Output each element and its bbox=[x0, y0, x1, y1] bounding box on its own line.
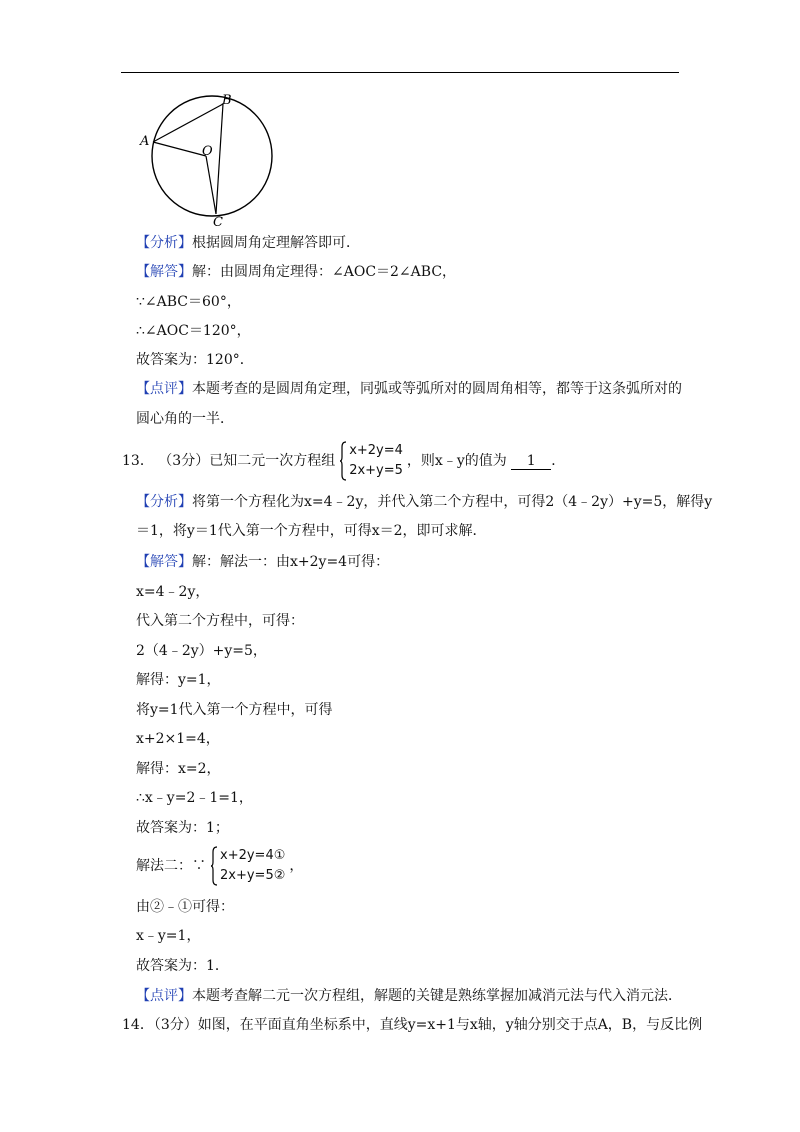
q13-analysis-2: ＝1，将y＝1代入第一个方程中，可得x＝2，即可求解． bbox=[136, 523, 487, 539]
analysis-text: 根据圆周角定理解答即可． bbox=[192, 235, 360, 251]
solution-line: 2（4﹣2y）+y=5， bbox=[136, 643, 267, 659]
q12-comment-2: 圆心角的一半． bbox=[136, 411, 234, 427]
q13-comment bbox=[136, 987, 682, 1005]
q12-comment bbox=[136, 380, 682, 398]
label-O: O bbox=[202, 144, 213, 159]
analysis-tag: 【分析】 bbox=[136, 235, 192, 251]
circle-figure bbox=[136, 92, 276, 227]
q13-score: （3分）已知二元一次方程组 bbox=[158, 453, 336, 469]
solution-line: 代入第二个方程中，可得： bbox=[136, 613, 304, 629]
answer-tag: 【解答】 bbox=[136, 264, 192, 280]
comment-tag: 【点评】 bbox=[136, 381, 192, 397]
solution-line: 解得：x=2， bbox=[136, 761, 221, 777]
comment-tag: 【点评】 bbox=[136, 988, 192, 1004]
solution-line: x=4﹣2y， bbox=[136, 584, 210, 600]
brace-icon bbox=[339, 441, 347, 481]
solution-line: 将y=1代入第一个方程中，可得 bbox=[136, 702, 333, 718]
q13-ask: ，则x﹣y的值为 bbox=[406, 453, 507, 469]
label-B: B bbox=[222, 93, 232, 108]
equation-2: 2x+y=5 bbox=[349, 463, 403, 478]
solution-line: 故答案为：1． bbox=[136, 958, 229, 974]
q12-analysis bbox=[136, 234, 360, 252]
q12-answer bbox=[136, 263, 456, 281]
answer-blank: 1 bbox=[511, 454, 551, 470]
method2-end: ， bbox=[289, 858, 304, 874]
method2 bbox=[136, 846, 303, 886]
solution-line: x﹣y=1， bbox=[136, 928, 201, 944]
q12-final: 故答案为：120°． bbox=[136, 352, 254, 368]
q12-step2: ∴∠AOC＝120°， bbox=[136, 323, 251, 339]
equation-1: x+2y=4 bbox=[349, 443, 403, 458]
comment-text-1: 本题考查的是圆周角定理，同弧或等弧所对的圆周角相等，都等于这条弧所对的 bbox=[192, 381, 682, 397]
q13-number: 13． bbox=[122, 453, 154, 469]
equation-system-2 bbox=[210, 846, 285, 886]
q12-step1: ∵∠ABC＝60°， bbox=[136, 294, 241, 310]
analysis-text-1: 将第一个方程化为x=4﹣2y，并代入第二个方程中，可得2（4﹣2y）+y=5，解得y bbox=[192, 494, 713, 510]
equation-2: 2x+y=5② bbox=[220, 868, 286, 883]
method1-intro: 解：解法一：由x+2y=4可得： bbox=[192, 554, 390, 570]
q13-question bbox=[122, 441, 565, 481]
solution-line: 故答案为：1； bbox=[136, 820, 229, 836]
segment-AO bbox=[153, 142, 206, 156]
q13-answer bbox=[136, 553, 389, 571]
solution-line: x+2×1=4， bbox=[136, 731, 220, 747]
q13-end: ． bbox=[551, 453, 566, 469]
answer-tag: 【解答】 bbox=[136, 554, 192, 570]
answer-text: 解：由圆周角定理得：∠AOC＝2∠ABC， bbox=[192, 264, 457, 280]
segment-BC bbox=[216, 104, 223, 214]
comment-text: 本题考查解二元一次方程组，解题的关键是熟练掌握加减消元法与代入消元法． bbox=[192, 988, 682, 1004]
header-rule bbox=[121, 72, 679, 73]
equation-system bbox=[339, 441, 403, 481]
method2-label: 解法二：∵ bbox=[136, 858, 206, 874]
segment-AB bbox=[153, 104, 223, 142]
brace-icon bbox=[210, 846, 218, 886]
label-A: A bbox=[140, 134, 150, 149]
solution-line: 由②﹣①可得： bbox=[136, 899, 234, 915]
segment-OC bbox=[206, 156, 216, 214]
analysis-tag: 【分析】 bbox=[136, 494, 192, 510]
q13-analysis bbox=[136, 493, 712, 511]
q14-question: 14．（3分）如图，在平面直角坐标系中，直线y=x+1与x轴，y轴分别交于点A，B，与反比例 bbox=[122, 1017, 703, 1033]
equation-1: x+2y=4① bbox=[220, 848, 286, 863]
solution-line: ∴x﹣y=2﹣1=1， bbox=[136, 790, 253, 806]
solution-line: 解得：y=1， bbox=[136, 672, 221, 688]
label-C: C bbox=[213, 215, 223, 227]
